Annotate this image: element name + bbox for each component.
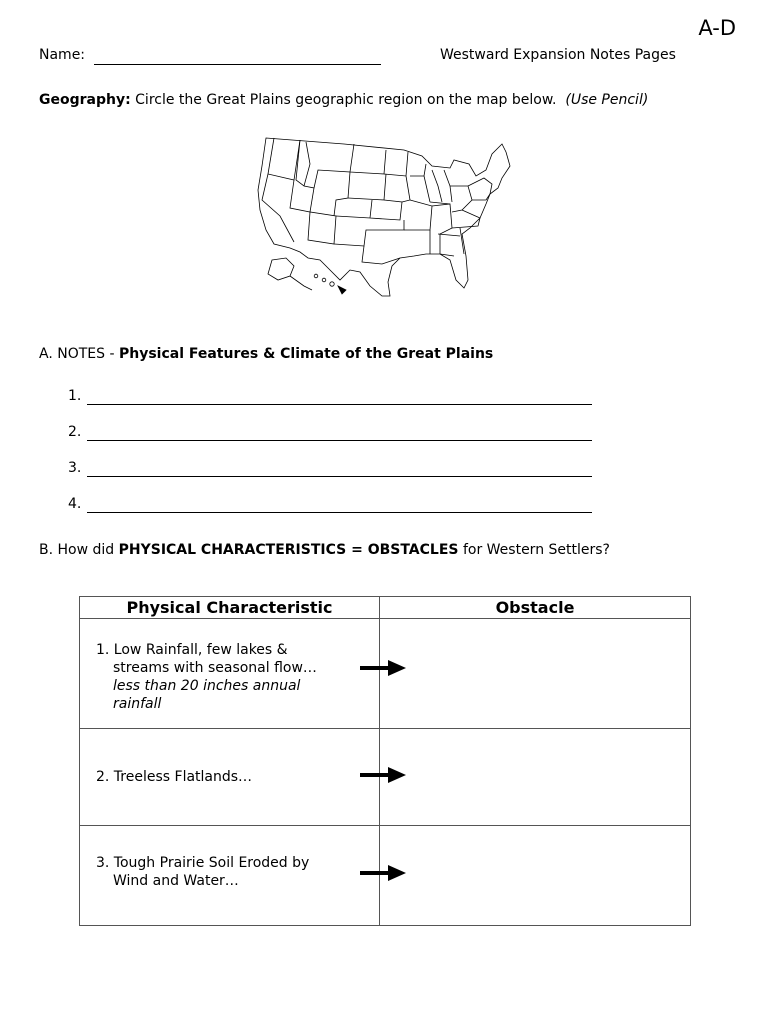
obstacle-cell[interactable] (380, 729, 691, 826)
document-title: Westward Expansion Notes Pages (440, 47, 676, 63)
characteristic-line: 1. Low Rainfall, few lakes & (96, 642, 288, 658)
note-blank (87, 512, 592, 513)
note-blank (87, 404, 592, 405)
name-blank (94, 64, 381, 65)
geography-note: (Use Pencil) (565, 92, 649, 108)
column-header-obstacle: Obstacle (380, 597, 691, 619)
characteristic-line: streams with seasonal flow… (113, 660, 317, 676)
section-a-heading (39, 346, 493, 362)
name-label: Name: (39, 47, 86, 63)
us-states-outline-map (254, 130, 514, 310)
note-line-4 (68, 496, 598, 516)
geography-text: Circle the Great Plains geographic region on the map below. (130, 92, 557, 108)
characteristic-line: 2. Treeless Flatlands… (96, 769, 253, 785)
characteristic-detail: less than 20 inches annual rainfall (113, 678, 301, 712)
note-blank (87, 476, 592, 477)
characteristic-line: 3. Tough Prairie Soil Eroded by (96, 855, 310, 871)
table-header-row (80, 597, 691, 619)
characteristic-line: Wind and Water… (113, 873, 239, 889)
geography-instruction (39, 92, 739, 108)
right-arrow-icon (360, 864, 406, 882)
section-a-title: Physical Features & Climate of the Great Plains (118, 346, 494, 362)
page-id: A-D (698, 16, 736, 40)
section-b-suffix: for Western Settlers? (458, 542, 610, 558)
section-b-emphasis: PHYSICAL CHARACTERISTICS = OBSTACLES (118, 542, 459, 558)
name-row (39, 47, 699, 67)
note-number: 2. (68, 424, 82, 440)
obstacles-table (79, 596, 691, 926)
section-a-prefix: A. NOTES - (39, 346, 119, 362)
note-number: 3. (68, 460, 82, 476)
characteristic-text (96, 641, 346, 713)
note-line-3 (68, 460, 598, 480)
obstacle-cell[interactable] (380, 619, 691, 729)
characteristic-cell (80, 729, 380, 826)
note-number: 4. (68, 496, 82, 512)
note-line-2 (68, 424, 598, 444)
characteristic-cell (80, 619, 380, 729)
table-row (80, 729, 691, 826)
section-b-prefix: B. How did (39, 542, 119, 558)
column-header-characteristic: Physical Characteristic (80, 597, 380, 619)
geography-label: Geography: (39, 92, 131, 108)
obstacle-cell[interactable] (380, 826, 691, 926)
note-blank (87, 440, 592, 441)
table-row (80, 619, 691, 729)
section-b-question (39, 542, 610, 558)
characteristic-text (96, 768, 346, 786)
note-number: 1. (68, 388, 82, 404)
table-row (80, 826, 691, 926)
characteristic-text (96, 854, 346, 890)
note-line-1 (68, 388, 598, 408)
right-arrow-icon (360, 766, 406, 784)
right-arrow-icon (360, 659, 406, 677)
characteristic-cell (80, 826, 380, 926)
